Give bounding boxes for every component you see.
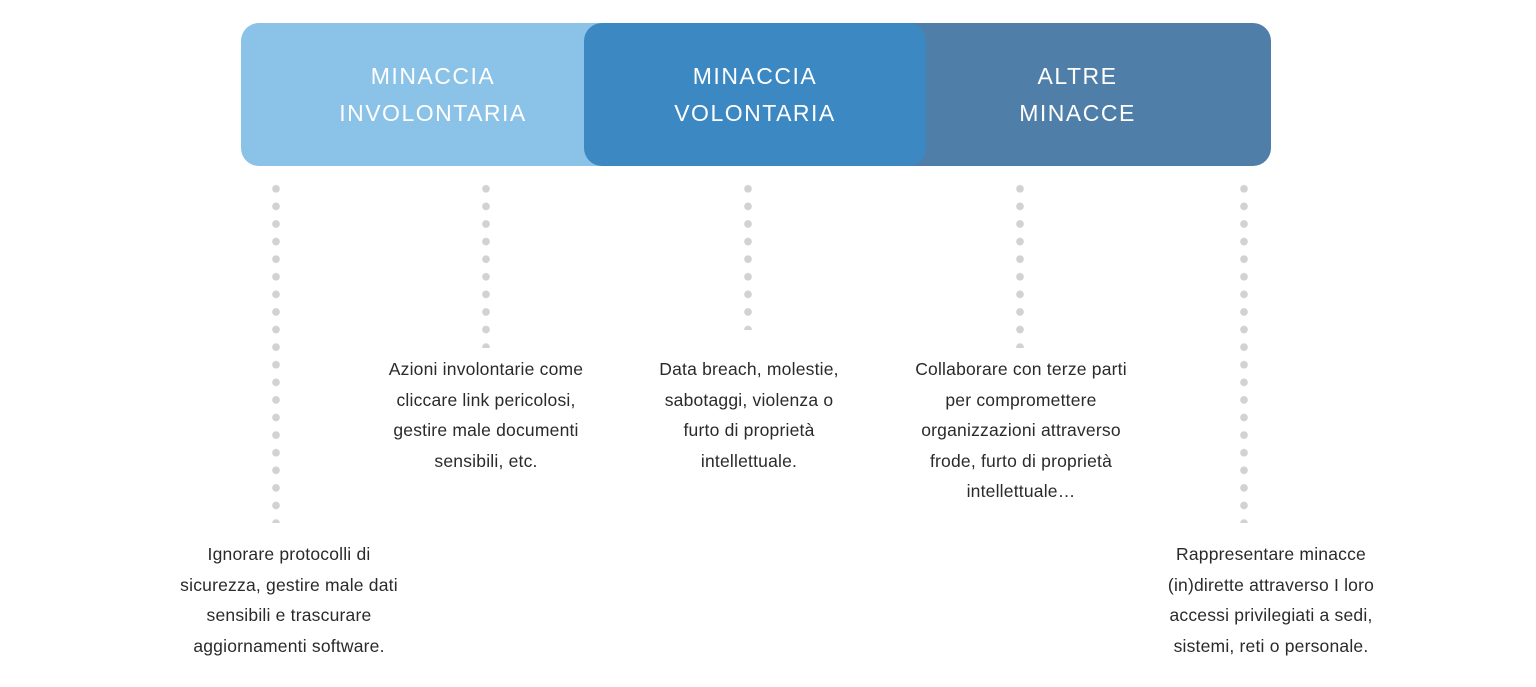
- header-altre-minacce: [884, 23, 1271, 166]
- header-line: MINACCE: [1019, 99, 1136, 126]
- description-line: sistemi, reti o personale.: [1173, 635, 1369, 656]
- description-line: sicurezza, gestire male dati: [180, 574, 398, 595]
- dotted-connector-5: [1240, 180, 1248, 523]
- description-ignorare-protocolli: [139, 539, 439, 661]
- dotted-connector-2: [482, 180, 490, 348]
- description-line: intellettuale.: [700, 450, 798, 471]
- description-line: Data breach, molestie,: [659, 359, 839, 379]
- description-line: Azioni involontarie come: [388, 359, 584, 379]
- description-collaborare-terze-parti: [871, 354, 1171, 507]
- dotted-connector-4: [1016, 180, 1024, 348]
- description-line: sensibili, etc.: [434, 450, 538, 471]
- description-line: per compromettere: [945, 389, 1097, 410]
- description-line: aggiornamenti software.: [193, 635, 385, 656]
- header-minaccia-involontaria: [241, 23, 625, 166]
- header-line: MINACCIA: [692, 62, 818, 89]
- description-line: frode, furto di proprietà: [929, 450, 1113, 471]
- header-minaccia-volontaria: [584, 23, 926, 166]
- description-line: Collaborare con terze parti: [915, 359, 1127, 379]
- description-rappresentare-minacce: [1121, 539, 1421, 661]
- description-line: sensibili e trascurare: [206, 605, 372, 625]
- description-line: organizzazioni attraverso: [921, 420, 1121, 440]
- description-data-breach: [599, 354, 899, 476]
- description-line: Rappresentare minacce: [1176, 544, 1366, 564]
- header-line: MINACCIA: [370, 62, 496, 89]
- description-line: intellettuale…: [966, 481, 1076, 501]
- header-line: INVOLONTARIA: [339, 99, 527, 126]
- description-line: furto di proprietà: [683, 420, 815, 440]
- dotted-connector-3: [744, 180, 752, 330]
- description-azioni-involontarie: [336, 354, 636, 476]
- dotted-connector-1: [272, 180, 280, 523]
- header-line: ALTRE: [1037, 62, 1118, 89]
- description-line: Ignorare protocolli di: [207, 544, 371, 564]
- description-line: cliccare link pericolosi,: [396, 389, 576, 410]
- header-line: VOLONTARIA: [674, 99, 836, 126]
- description-line: gestire male documenti: [393, 420, 579, 440]
- description-line: sabotaggi, violenza o: [664, 389, 834, 410]
- description-line: (in)dirette attraverso I loro: [1167, 574, 1375, 595]
- description-line: accessi privilegiati a sedi,: [1169, 605, 1373, 625]
